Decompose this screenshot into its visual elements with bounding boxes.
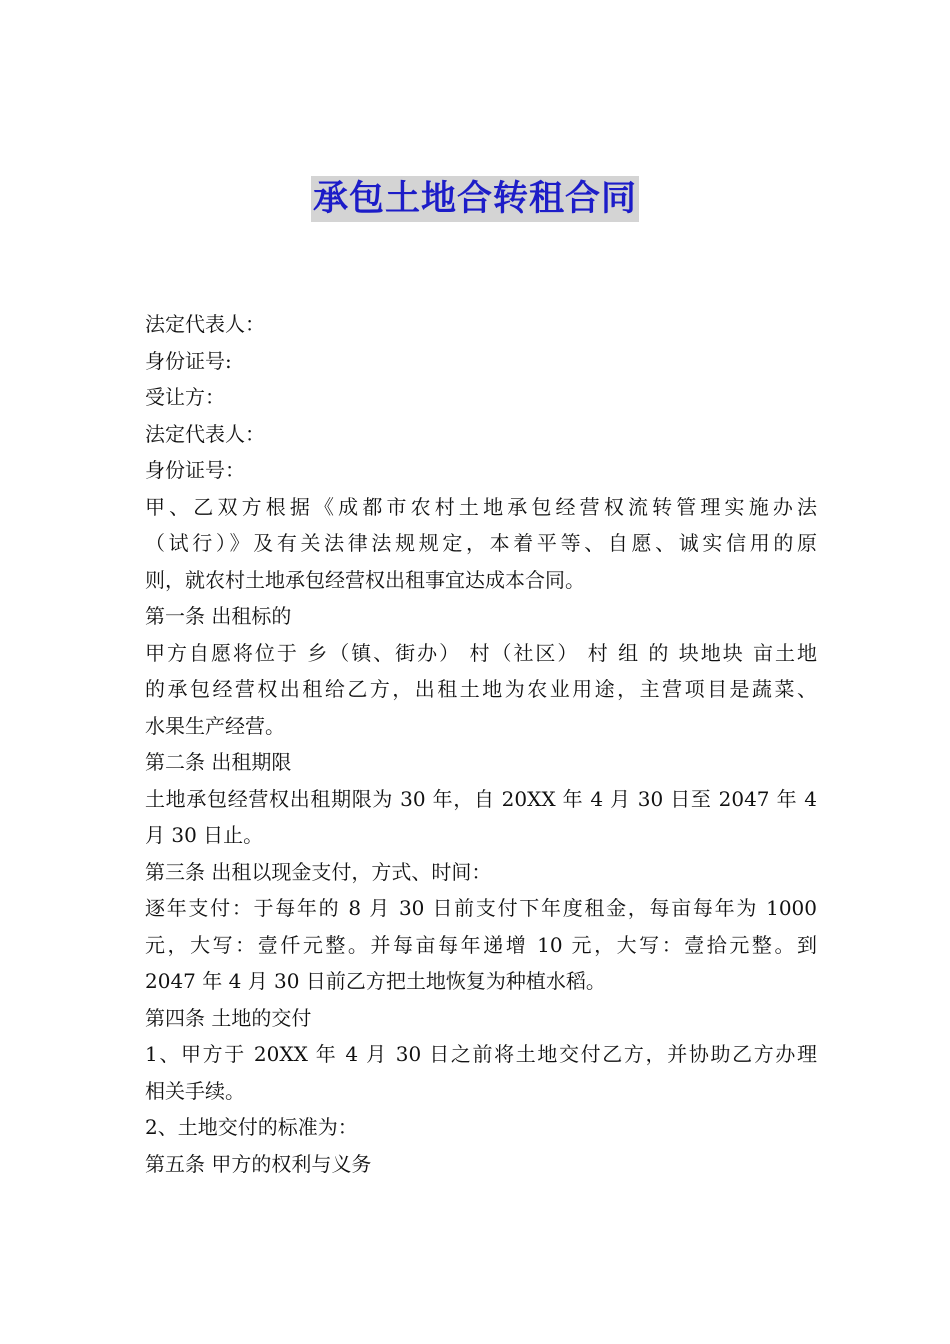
paragraph-line: 水果生产经营。 xyxy=(145,713,285,738)
paragraph-line: 甲方自愿将位于 乡（镇、街办） 村（社区） 村 组 的 块地块 亩土地 xyxy=(145,640,817,665)
document-title: 承包土地合转租合同 xyxy=(311,176,639,222)
paragraph-line: 2、土地交付的标准为： xyxy=(145,1115,358,1139)
paragraph-line: 的承包经营权出租给乙方，出租土地为农业用途，主营项目是蔬菜、 xyxy=(145,677,817,701)
paragraph-line: 土地承包经营权出租期限为 30 年，自 20XX 年 4 月 30 日至 2047 年 4 xyxy=(145,786,817,811)
paragraph-line: 月 30 日止。 xyxy=(145,823,264,847)
paragraph-line: 2047 年 4 月 30 日前乙方把土地恢复为种植水稻。 xyxy=(145,969,606,993)
field-legal-rep-2: 法定代表人： xyxy=(145,421,265,446)
paragraph-line: 元，大写：壹仟元整。并每亩每年递增 10 元，大写：壹拾元整。到 xyxy=(145,932,817,957)
article-heading-5: 第五条 甲方的权利与义务 xyxy=(145,1151,372,1176)
document-body xyxy=(145,306,835,1182)
paragraph-line: 则，就农村土地承包经营权出租事宜达成本合同。 xyxy=(145,567,585,592)
title-container xyxy=(0,176,950,222)
paragraph-line: 逐年支付：于每年的 8 月 30 日前支付下年度租金，每亩每年为 1000 xyxy=(145,896,817,920)
article-heading-2: 第二条 出租期限 xyxy=(145,750,292,774)
paragraph-line: 相关手续。 xyxy=(145,1078,245,1103)
field-transferee: 受让方： xyxy=(145,385,225,409)
paragraph-line: （试行）》及有关法律法规规定，本着平等、自愿、诚实信用的原 xyxy=(145,531,817,555)
field-id-number-1: 身份证号: xyxy=(145,348,232,373)
article-heading-1: 第一条 出租标的 xyxy=(145,604,292,628)
field-id-number-2: 身份证号： xyxy=(145,458,245,482)
field-legal-rep-1: 法定代表人： xyxy=(145,312,265,336)
paragraph-line: 甲、乙双方根据《成都市农村土地承包经营权流转管理实施办法 xyxy=(145,494,817,519)
paragraph-line: 1、甲方于 20XX 年 4 月 30 日之前将土地交付乙方，并协助乙方办理 xyxy=(145,1042,817,1066)
article-heading-4: 第四条 土地的交付 xyxy=(145,1005,312,1030)
article-heading-3: 第三条 出租以现金支付，方式、时间： xyxy=(145,859,492,884)
